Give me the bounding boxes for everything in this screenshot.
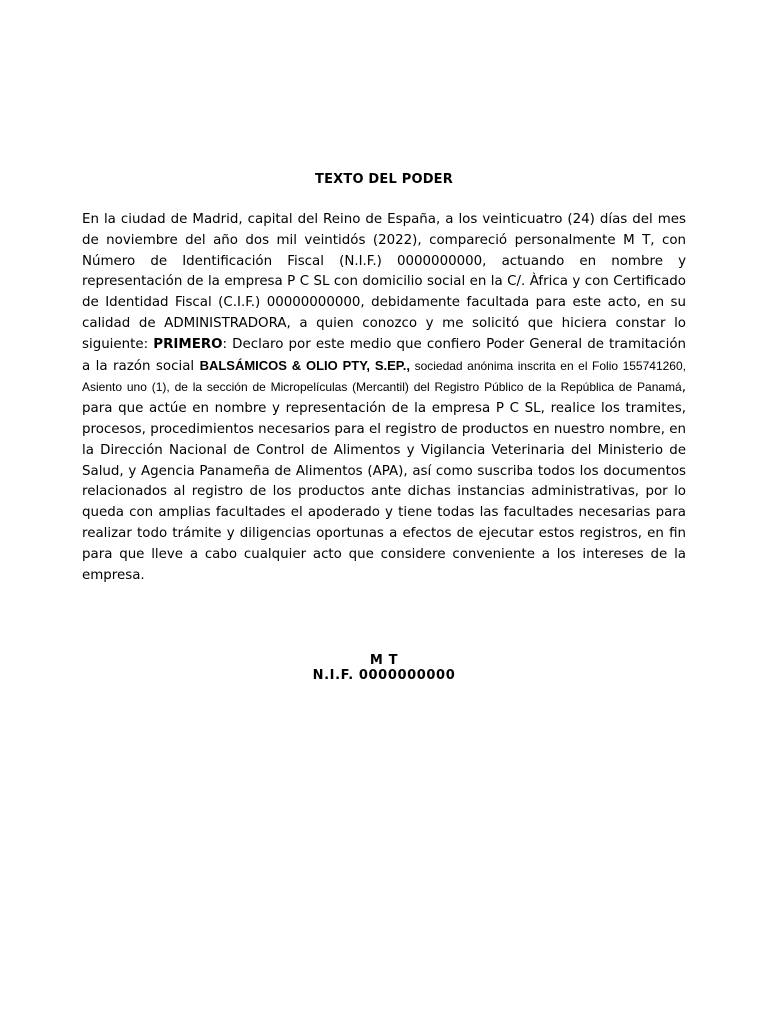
signature-name: M T	[369, 653, 399, 668]
body-text-part2: : Declaro por este medio que confiero Poder General de tramitación a la razón social	[82, 336, 686, 374]
company-registration-details: sociedad anónima inscrita en el Folio 155741260, Asiento uno (1), de la sección de Micropelículas (Mercantil) del Registro Público de la República de Panamá	[82, 358, 686, 395]
body-text-primero: PRIMERO	[153, 336, 223, 352]
signature-block	[0, 653, 768, 683]
document-title: TEXTO DEL PODER	[315, 172, 453, 187]
body-text-part3: , para que actúe en nombre y representación de la empresa P C SL, realice los tramites, procesos, procedimientos necesarios para el registro de productos en nuestro nombre, en la Dirección Nacional de Control de Alimentos y Vigilancia Veterinaria del Ministerio de Salud, y Agencia Panameña de Alimentos (APA), así como suscriba todos los documentos relacionados al registro de los productos ante dichas instancias administrativas, por lo queda con amplias facultades el apoderado y tiene todas las facultades necesarias para realizar todo trámite y diligencias oportunas a efectos de ejecutar estos registros, en fin para que lleve a cabo cualquier acto que considere conveniente a los intereses de la empresa.	[82, 380, 686, 583]
body-text-part1: En la ciudad de Madrid, capital del Reino de España, a los veinticuatro (24) días del mes de noviembre del año dos mil veintidós (2022), compareció personalmente M T, con Número de Identificación Fiscal (N.I.F.) 0000000000, actuando en nombre y representación de la empresa P C SL con domicilio social en la C/. Àfrica y con Certificado de Identidad Fiscal (C.I.F.) 00000000000, debidamente facultada para este acto, en su calidad de ADMINISTRADORA, a quien conozco y me solicitó que hiciera constar lo siguiente:	[82, 212, 686, 352]
company-name: BALSÁMICOS & OLIO PTY, S.EP.,	[199, 357, 411, 373]
document-body	[82, 210, 686, 586]
signature-nif: N.I.F. 0000000000	[312, 668, 456, 683]
